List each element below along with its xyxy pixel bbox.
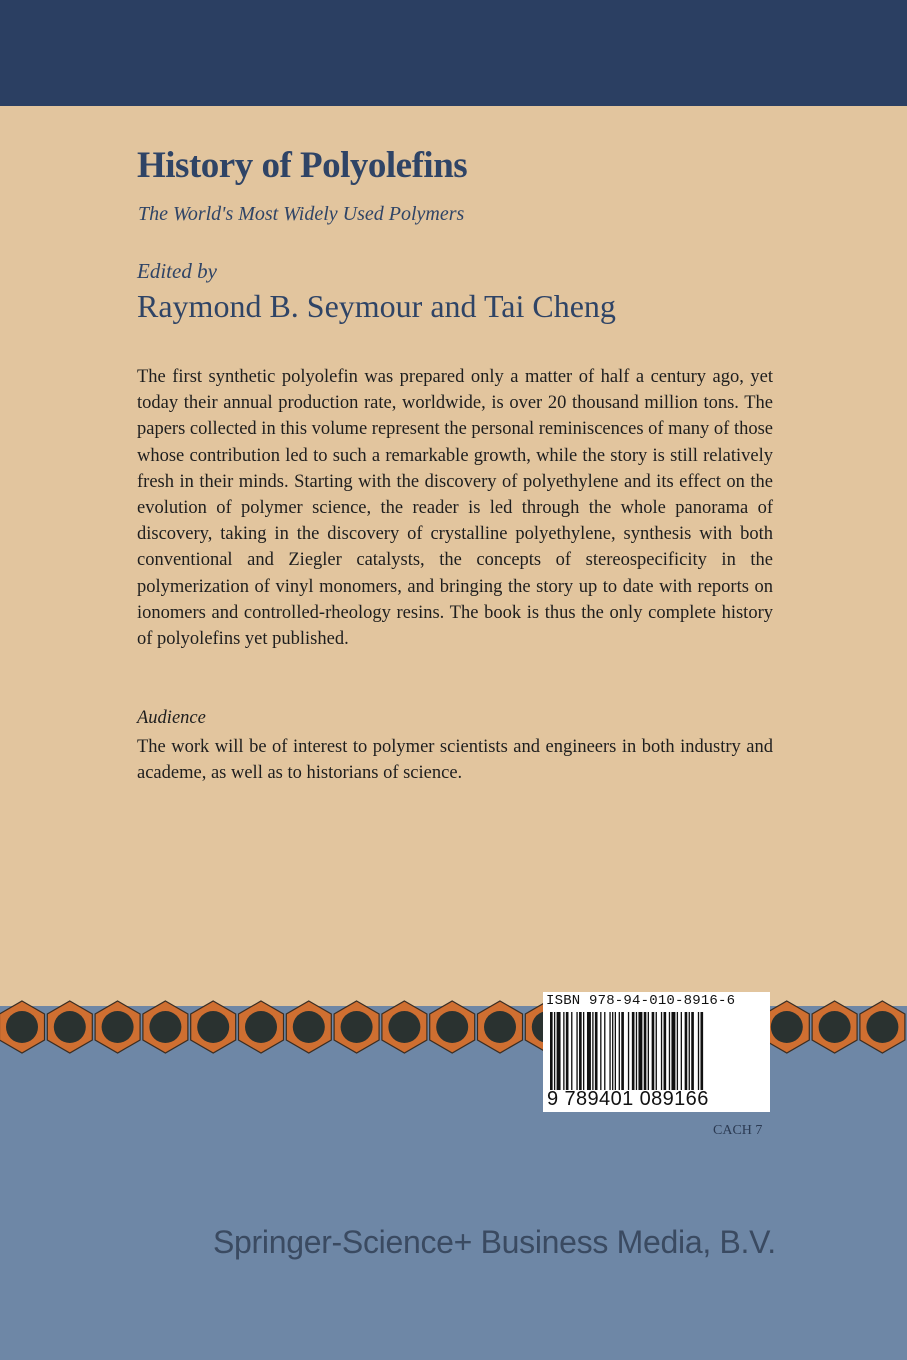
hexagon-dot bbox=[197, 1011, 229, 1043]
barcode-bar bbox=[566, 1012, 569, 1090]
hexagon-dot bbox=[54, 1011, 86, 1043]
barcode-bars bbox=[548, 1012, 765, 1090]
barcode-bar bbox=[689, 1012, 690, 1090]
top-color-band bbox=[0, 0, 907, 106]
barcode-digits: 9 789401 089166 bbox=[547, 1088, 709, 1110]
hexagon-dot bbox=[149, 1011, 181, 1043]
barcode-bar bbox=[579, 1012, 582, 1090]
barcode-bar bbox=[700, 1012, 703, 1090]
barcode-bar bbox=[587, 1012, 591, 1090]
barcode-bar bbox=[691, 1012, 694, 1090]
hexagon-dot bbox=[388, 1011, 420, 1043]
barcode-label bbox=[543, 992, 770, 1112]
hexagon-dot bbox=[341, 1011, 373, 1043]
barcode-bar bbox=[685, 1012, 688, 1090]
barcode-bar bbox=[698, 1012, 699, 1090]
barcode-bar bbox=[671, 1012, 675, 1090]
barcode-bar bbox=[621, 1012, 624, 1090]
barcode-bar bbox=[636, 1012, 637, 1090]
book-subtitle: The World's Most Widely Used Polymers bbox=[138, 203, 465, 225]
barcode-bar bbox=[632, 1012, 635, 1090]
barcode-bar bbox=[595, 1012, 598, 1090]
barcode-bar bbox=[628, 1012, 629, 1090]
barcode-bar bbox=[619, 1012, 620, 1090]
barcode-bar bbox=[664, 1012, 667, 1090]
hexagon-dot bbox=[102, 1011, 134, 1043]
barcode-bar bbox=[609, 1012, 610, 1090]
barcode-bar bbox=[677, 1012, 678, 1090]
barcode-bar bbox=[571, 1012, 572, 1090]
hexagon-dot bbox=[484, 1011, 516, 1043]
editors-names: Raymond B. Seymour and Tai Cheng bbox=[137, 288, 616, 324]
barcode-bar bbox=[550, 1012, 553, 1090]
hexagon-dot bbox=[436, 1011, 468, 1043]
barcode-bar bbox=[652, 1012, 655, 1090]
barcode-bar bbox=[563, 1012, 564, 1090]
series-code: CACH 7 bbox=[713, 1123, 763, 1138]
barcode-bar bbox=[615, 1012, 616, 1090]
barcode-bar bbox=[554, 1012, 555, 1090]
barcode-bar bbox=[644, 1012, 647, 1090]
barcode-bar bbox=[592, 1012, 593, 1090]
hexagon-dot bbox=[771, 1011, 803, 1043]
barcode-bar bbox=[604, 1012, 605, 1090]
hexagon-dot bbox=[866, 1011, 898, 1043]
barcode-bar bbox=[661, 1012, 662, 1090]
hexagon-dot bbox=[6, 1011, 38, 1043]
audience-heading: Audience bbox=[137, 708, 206, 728]
barcode-bar bbox=[612, 1012, 613, 1090]
barcode-bar bbox=[583, 1012, 584, 1090]
barcode-bar bbox=[648, 1012, 649, 1090]
publisher-name: Springer-Science+ Business Media, B.V. bbox=[213, 1224, 776, 1260]
hexagon-dot bbox=[293, 1011, 325, 1043]
barcode-bar bbox=[681, 1012, 682, 1090]
barcode-bar bbox=[638, 1012, 642, 1090]
barcode-bar bbox=[600, 1012, 601, 1090]
edited-by-label: Edited by bbox=[137, 259, 217, 283]
hexagon-dot bbox=[819, 1011, 851, 1043]
hexagon-dot bbox=[245, 1011, 277, 1043]
barcode-bar bbox=[656, 1012, 657, 1090]
isbn-text: ISBN 978-94-010-8916-6 bbox=[546, 993, 736, 1009]
barcode-bar bbox=[669, 1012, 670, 1090]
blurb-paragraph: The first synthetic polyolefin was prepared only a matter of half a century ago, yet today their annual production rate, worldwide, is over 20 thousand million tons. The papers collected in this volume represent the personal reminiscences of many of those whose contribution led to such a remarkable growth, while the story is still relatively fresh in their minds. Starting with the discovery of polyethylene and its effect on the evolution of polymer science, the reader is led through the whole panorama of discovery, taking in the discovery of crystalline polyethylene, synthesis with both conventional and Ziegler catalysts, the concepts of stereospecificity in the polymerization of vinyl monomers, and bringing the story up to date with reports on ionomers and controlled-rheology resins. The book is thus the only complete history of polyolefins yet published. bbox=[137, 367, 773, 650]
audience-paragraph: The work will be of interest to polymer scientists and engineers in both industry and academe, as well as to historians of science. bbox=[137, 737, 773, 784]
barcode-bar bbox=[576, 1012, 577, 1090]
book-title: History of Polyolefins bbox=[137, 145, 468, 186]
barcode-bar bbox=[557, 1012, 561, 1090]
hexagon-pattern-strip bbox=[0, 992, 907, 1062]
